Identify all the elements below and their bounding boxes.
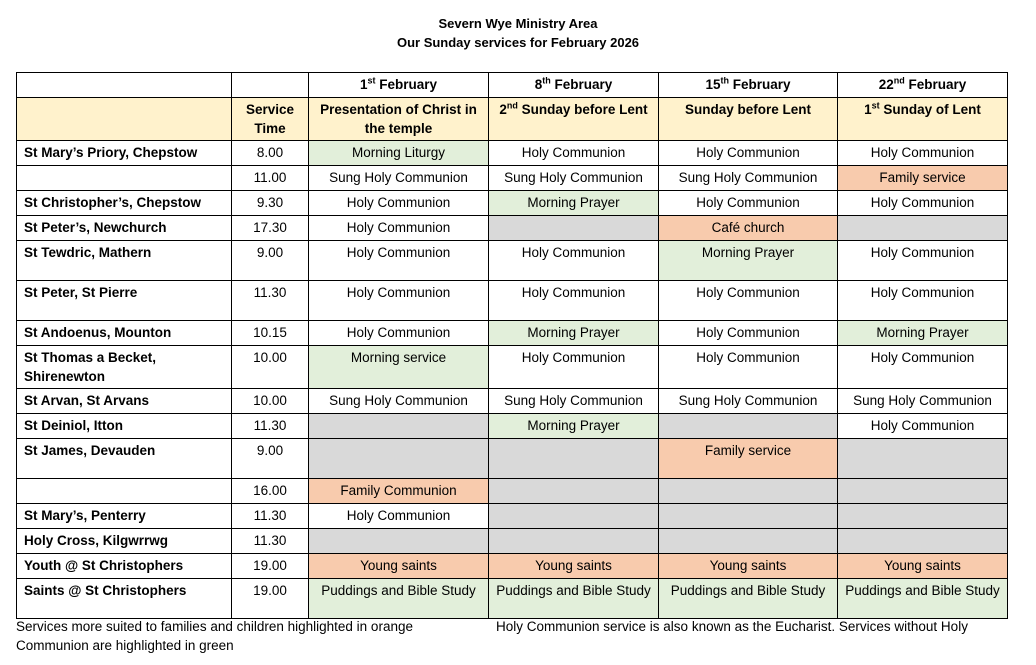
service-cell: Holy Communion xyxy=(309,216,489,241)
service-cell: Morning Prayer xyxy=(489,321,659,346)
service-cell: Sung Holy Communion xyxy=(489,166,659,191)
services-table xyxy=(16,72,1008,619)
service-row xyxy=(17,389,1008,414)
service-time: 11.30 xyxy=(232,529,309,554)
church-name: Saints @ St Christophers xyxy=(17,579,232,619)
service-cell: Holy Communion xyxy=(309,281,489,321)
occasion-header-cell: Sunday before Lent xyxy=(659,98,838,141)
service-time: 11.30 xyxy=(232,504,309,529)
service-cell: Holy Communion xyxy=(659,281,838,321)
service-cell: Young saints xyxy=(309,554,489,579)
service-cell: Holy Communion xyxy=(489,346,659,389)
service-time: 11.00 xyxy=(232,166,309,191)
no-service-cell xyxy=(659,504,838,529)
service-time: 9.00 xyxy=(232,241,309,281)
service-cell: Holy Communion xyxy=(838,141,1008,166)
service-cell: Young saints xyxy=(838,554,1008,579)
church-name xyxy=(17,166,232,191)
service-cell: Morning Prayer xyxy=(489,414,659,439)
service-cell: Holy Communion xyxy=(659,346,838,389)
church-name: St Christopher’s, Chepstow xyxy=(17,191,232,216)
service-row xyxy=(17,439,1008,479)
no-service-cell xyxy=(838,504,1008,529)
service-cell: Holy Communion xyxy=(838,346,1008,389)
service-time: 11.30 xyxy=(232,281,309,321)
no-service-cell xyxy=(838,479,1008,504)
no-service-cell xyxy=(489,529,659,554)
service-cell: Puddings and Bible Study xyxy=(659,579,838,619)
church-name: St Andoenus, Mounton xyxy=(17,321,232,346)
service-cell: Young saints xyxy=(659,554,838,579)
service-time: 9.30 xyxy=(232,191,309,216)
church-name: St Peter’s, Newchurch xyxy=(17,216,232,241)
footer-note-right: Holy Communion service is also known as the Eucharist. Services without Holy xyxy=(496,619,968,634)
service-time: 17.30 xyxy=(232,216,309,241)
occasion-header-cell: Presentation of Christ in the temple xyxy=(309,98,489,141)
no-service-cell xyxy=(838,216,1008,241)
service-cell: Holy Communion xyxy=(659,141,838,166)
service-time: 9.00 xyxy=(232,439,309,479)
service-time: 19.00 xyxy=(232,554,309,579)
service-cell: Holy Communion xyxy=(309,321,489,346)
service-cell: Holy Communion xyxy=(309,504,489,529)
blank-header-cell xyxy=(17,98,232,141)
date-header-cell: 8th February xyxy=(489,73,659,98)
no-service-cell xyxy=(489,479,659,504)
service-row xyxy=(17,191,1008,216)
church-name: St James, Devauden xyxy=(17,439,232,479)
service-cell: Family Communion xyxy=(309,479,489,504)
service-cell: Holy Communion xyxy=(838,191,1008,216)
service-row xyxy=(17,579,1008,619)
service-cell: Morning Prayer xyxy=(838,321,1008,346)
church-name: St Tewdric, Mathern xyxy=(17,241,232,281)
service-cell: Holy Communion xyxy=(489,281,659,321)
no-service-cell xyxy=(309,439,489,479)
service-cell: Puddings and Bible Study xyxy=(309,579,489,619)
service-cell: Sung Holy Communion xyxy=(489,389,659,414)
service-cell: Holy Communion xyxy=(309,241,489,281)
service-cell: Morning Liturgy xyxy=(309,141,489,166)
service-row xyxy=(17,346,1008,389)
service-time: 16.00 xyxy=(232,479,309,504)
service-time-header: Service Time xyxy=(232,98,309,141)
date-header-cell: 15th February xyxy=(659,73,838,98)
corner-cell xyxy=(232,73,309,98)
service-cell: Puddings and Bible Study xyxy=(838,579,1008,619)
church-name xyxy=(17,479,232,504)
no-service-cell xyxy=(309,414,489,439)
service-time: 8.00 xyxy=(232,141,309,166)
service-cell: Morning service xyxy=(309,346,489,389)
church-name: St Deiniol, Itton xyxy=(17,414,232,439)
document-title: Severn Wye Ministry Area xyxy=(438,16,598,31)
service-cell: Holy Communion xyxy=(659,191,838,216)
service-time: 11.30 xyxy=(232,414,309,439)
date-header-cell: 1st February xyxy=(309,73,489,98)
date-header-cell: 22nd February xyxy=(838,73,1008,98)
service-time: 10.00 xyxy=(232,389,309,414)
no-service-cell xyxy=(659,414,838,439)
footer-note-left-cont: Communion are highlighted in green xyxy=(16,638,234,653)
service-row xyxy=(17,414,1008,439)
service-cell: Holy Communion xyxy=(838,414,1008,439)
church-name: St Peter, St Pierre xyxy=(17,281,232,321)
service-cell: Holy Communion xyxy=(838,241,1008,281)
date-header-row xyxy=(17,73,1008,98)
footer-note-left: Services more suited to families and children highlighted in orange xyxy=(16,619,413,634)
service-row xyxy=(17,321,1008,346)
service-row xyxy=(17,241,1008,281)
service-cell: Morning Prayer xyxy=(659,241,838,281)
no-service-cell xyxy=(489,504,659,529)
service-row xyxy=(17,529,1008,554)
no-service-cell xyxy=(838,529,1008,554)
church-name: Holy Cross, Kilgwrrwg xyxy=(17,529,232,554)
service-cell: Family service xyxy=(838,166,1008,191)
service-cell: Morning Prayer xyxy=(489,191,659,216)
service-row xyxy=(17,216,1008,241)
no-service-cell xyxy=(309,529,489,554)
occasion-header-cell: 2nd Sunday before Lent xyxy=(489,98,659,141)
occasion-header-cell: 1st Sunday of Lent xyxy=(838,98,1008,141)
service-cell: Young saints xyxy=(489,554,659,579)
no-service-cell xyxy=(489,439,659,479)
church-name: St Arvan, St Arvans xyxy=(17,389,232,414)
service-cell: Holy Communion xyxy=(489,241,659,281)
service-time: 10.00 xyxy=(232,346,309,389)
service-cell: Puddings and Bible Study xyxy=(489,579,659,619)
corner-cell xyxy=(17,73,232,98)
service-cell: Sung Holy Communion xyxy=(659,166,838,191)
service-row xyxy=(17,281,1008,321)
service-cell: Holy Communion xyxy=(659,321,838,346)
service-cell: Café church xyxy=(659,216,838,241)
church-name: St Thomas a Becket, Shirenewton xyxy=(17,346,232,389)
church-name: Youth @ St Christophers xyxy=(17,554,232,579)
no-service-cell xyxy=(659,479,838,504)
no-service-cell xyxy=(659,529,838,554)
no-service-cell xyxy=(838,439,1008,479)
service-time: 19.00 xyxy=(232,579,309,619)
service-row xyxy=(17,504,1008,529)
service-cell: Sung Holy Communion xyxy=(309,166,489,191)
service-cell: Holy Communion xyxy=(489,141,659,166)
service-cell: Holy Communion xyxy=(309,191,489,216)
service-row xyxy=(17,166,1008,191)
service-cell: Sung Holy Communion xyxy=(659,389,838,414)
church-name: St Mary’s, Penterry xyxy=(17,504,232,529)
occasion-header-row xyxy=(17,98,1008,141)
church-name: St Mary’s Priory, Chepstow xyxy=(17,141,232,166)
service-row xyxy=(17,141,1008,166)
service-row xyxy=(17,479,1008,504)
service-cell: Sung Holy Communion xyxy=(309,389,489,414)
service-cell: Family service xyxy=(659,439,838,479)
service-cell: Sung Holy Communion xyxy=(838,389,1008,414)
no-service-cell xyxy=(489,216,659,241)
document-subtitle: Our Sunday services for February 2026 xyxy=(396,35,640,50)
service-time: 10.15 xyxy=(232,321,309,346)
service-cell: Holy Communion xyxy=(838,281,1008,321)
service-row xyxy=(17,554,1008,579)
